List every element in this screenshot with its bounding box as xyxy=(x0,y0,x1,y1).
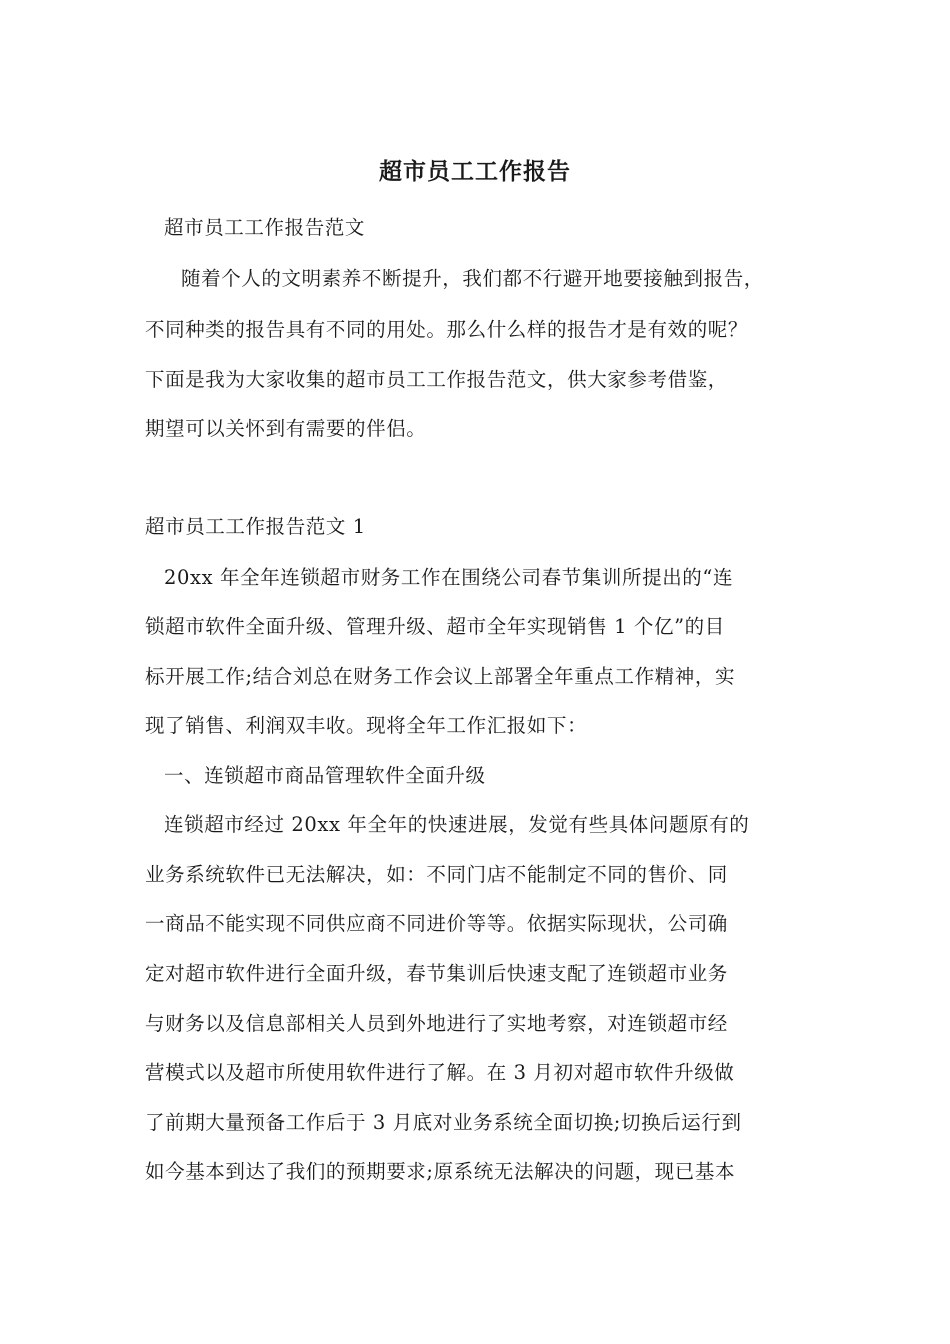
para1-line-1: 20xx 年全年连锁超市财务工作在围绕公司春节集训所提出的“连 xyxy=(164,566,734,589)
intro-line-4: 期望可以关怀到有需要的伴侣。 xyxy=(145,417,427,440)
para2-line-5: 与财务以及信息部相关人员到外地进行了实地考察，对连锁超市经 xyxy=(145,1012,728,1035)
para2-line-8: 如今基本到达了我们的预期要求;原系统无法解决的问题，现已基本 xyxy=(145,1160,736,1183)
para2-line-6: 营模式以及超市所使用软件进行了解。在 3 月初对超市软件升级做 xyxy=(145,1061,735,1084)
section-heading: 超市员工工作报告范文 1 xyxy=(145,515,366,538)
para1-line-3: 标开展工作;结合刘总在财务工作会议上部署全年重点工作精神，实 xyxy=(145,665,736,688)
para2-line-7: 了前期大量预备工作后于 3 月底对业务系统全面切换;切换后运行到 xyxy=(145,1111,742,1134)
para2-line-3: 一商品不能实现不同供应商不同进价等等。依据实际现状，公司确 xyxy=(145,912,728,935)
subheading: 一、连锁超市商品管理软件全面升级 xyxy=(164,764,486,787)
para2-line-2: 业务系统软件已无法解决，如：不同门店不能制定不同的售价、同 xyxy=(145,863,728,886)
subtitle: 超市员工工作报告范文 xyxy=(164,216,366,239)
intro-line-1: 随着个人的文明素养不断提升，我们都不行避开地要接触到报告， xyxy=(181,267,764,290)
para2-line-4: 定对超市软件进行全面升级，春节集训后快速支配了连锁超市业务 xyxy=(145,962,728,985)
intro-line-3: 下面是我为大家收集的超市员工工作报告范文，供大家参考借鉴， xyxy=(145,368,728,391)
para2-line-1: 连锁超市经过 20xx 年全年的快速进展，发觉有些具体问题原有的 xyxy=(164,813,750,836)
para1-line-4: 现了销售、利润双丰收。现将全年工作汇报如下： xyxy=(145,714,588,737)
intro-line-2: 不同种类的报告具有不同的用处。那么什么样的报告才是有效的呢？ xyxy=(145,318,749,341)
para1-line-2: 锁超市软件全面升级、管理升级、超市全年实现销售 1 个亿”的目 xyxy=(145,615,725,638)
page-title: 超市员工工作报告 xyxy=(379,158,571,185)
